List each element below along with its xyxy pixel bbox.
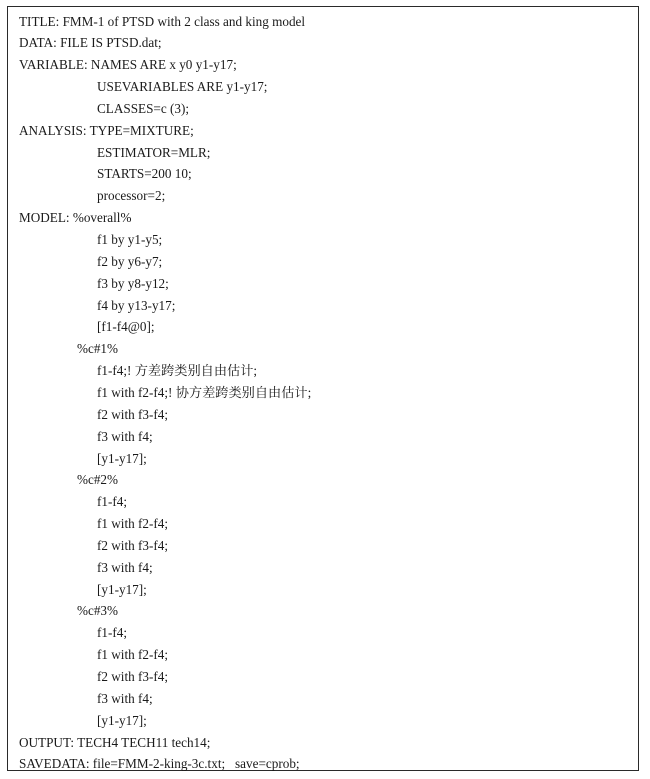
code-line: [f1-f4@0];	[97, 319, 155, 335]
code-line: STARTS=200 10;	[97, 166, 192, 182]
code-line: USEVARIABLES ARE y1-y17;	[97, 79, 268, 95]
code-line: ANALYSIS: TYPE=MIXTURE;	[19, 122, 194, 138]
code-line: SAVEDATA: file=FMM-2-king-3c.txt; save=cprob;	[19, 756, 300, 772]
code-line: MODEL: %overall%	[19, 210, 132, 226]
code-line: [y1-y17];	[97, 450, 147, 466]
code-line: f1-f4;! 方差跨类别自由估计;	[97, 363, 258, 379]
code-line: f1 with f2-f4;	[97, 647, 169, 663]
code-line: f3 with f4;	[97, 690, 153, 706]
code-line: DATA: FILE IS PTSD.dat;	[19, 35, 162, 51]
code-line: f1-f4;	[97, 625, 128, 641]
code-line: f3 with f4;	[97, 559, 153, 575]
code-line: OUTPUT: TECH4 TECH11 tech14;	[19, 734, 211, 750]
code-line: f1 with f2-f4;! 协方差跨类别自由估计;	[97, 384, 312, 400]
code-line: VARIABLE: NAMES ARE x y0 y1-y17;	[19, 57, 237, 73]
code-line: %c#1%	[77, 341, 119, 357]
code-line: f1 by y1-y5;	[97, 232, 163, 247]
code-line: %c#2%	[77, 472, 119, 488]
code-line: processor=2;	[97, 188, 166, 204]
code-line: f2 with f3-f4;	[97, 537, 169, 553]
code-line: f1 with f2-f4;	[97, 516, 169, 532]
code-line: f2 by y6-y7;	[97, 253, 163, 269]
code-line: CLASSES=c (3);	[97, 100, 190, 116]
code-line: f4 by y13-y17;	[97, 297, 176, 313]
code-line: f2 with f3-f4;	[97, 669, 169, 684]
mplus-code-box	[7, 6, 639, 771]
code-line: %c#3%	[77, 603, 119, 619]
code-line: ESTIMATOR=MLR;	[97, 144, 211, 160]
code-line: f2 with f3-f4;	[97, 406, 169, 422]
code-line: [y1-y17];	[97, 581, 147, 597]
code-line: [y1-y17];	[97, 712, 147, 728]
code-line: TITLE: FMM-1 of PTSD with 2 class and king model	[19, 13, 306, 29]
code-line: f3 with f4;	[97, 428, 153, 444]
code-line: f3 by y8-y12;	[97, 275, 169, 291]
code-line: f1-f4;	[97, 494, 128, 510]
